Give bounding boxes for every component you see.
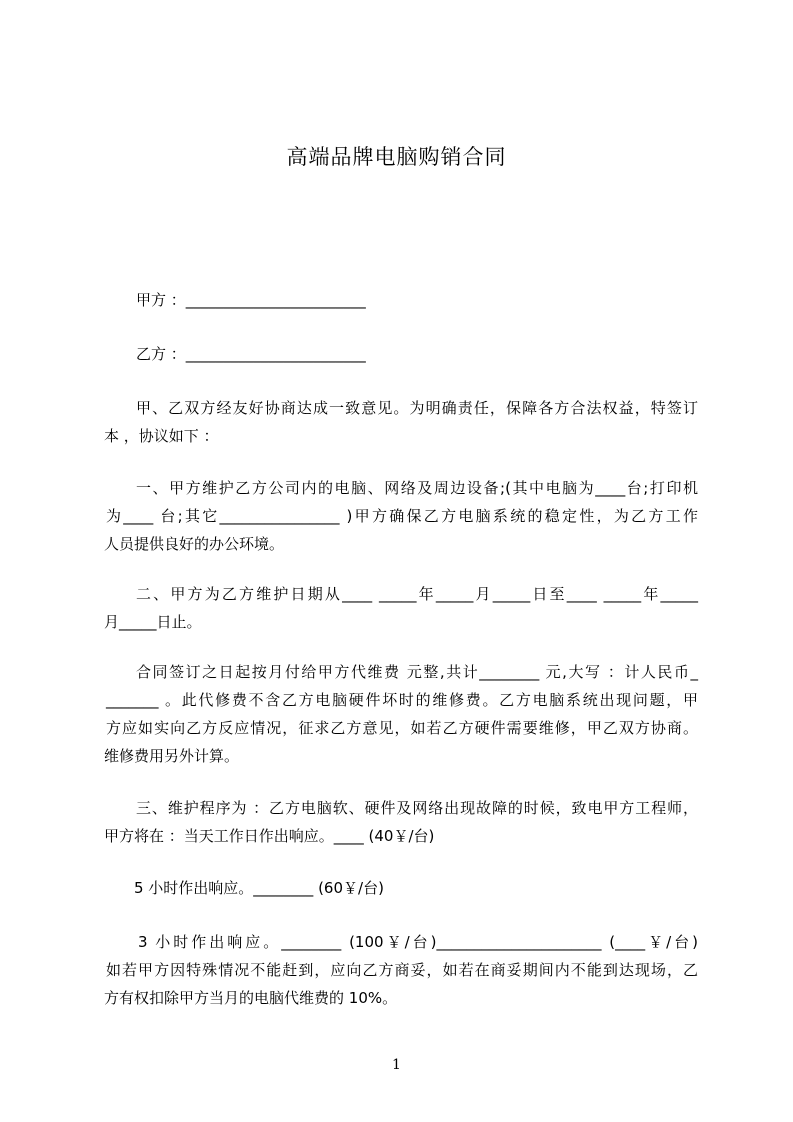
party-a-line: 甲方 ：________________________ — [136, 291, 366, 309]
intro-paragraph-line-2: 本 ，协议如下 ： — [104, 427, 219, 445]
clause-1-line-1: 一、甲方维护乙方公司内的电脑、网络及周边设备;(其中电脑为____台;打印机 — [136, 479, 698, 497]
fee-paragraph-line-4: 维修费用另外计算。 — [104, 747, 240, 765]
page-number: 1 — [392, 1057, 401, 1073]
clause-3-line-2: 甲方将在 ：当天工作日作出响应。____ (40￥/台) — [104, 827, 435, 845]
response-5-hours-line: 5 小时作出响应。________ (60￥/台) — [134, 879, 384, 897]
intro-paragraph-line-1: 甲、乙双方经友好协商达成一致意见。为明确责任，保障各方合法权益，特签订 — [136, 399, 698, 417]
fee-paragraph-line-1: 合同签订之日起按月付给甲方代维费 元整,共计________ 元,大写 ：计人民币_ — [136, 663, 698, 681]
response-3-hours-line-1: 3 小时作出响应。________ (100￥/台)______________________ (____￥/台) — [138, 933, 698, 951]
party-b-line: 乙方 ：________________________ — [136, 345, 366, 363]
clause-1-line-2: 为____ 台;其它________________ )甲方确保乙方电脑系统的稳定性，为乙方工作 — [106, 507, 698, 525]
clause-2-line-1: 二、甲方为乙方维护日期从____ _____年_____月_____日至____ _____年_____ — [136, 585, 698, 603]
clause-3-line-1: 三、维护程序为 ：乙方电脑软、硬件及网络出现故障的时候，致电甲方工程师， — [136, 799, 698, 817]
clause-2-line-2: 月_____日止。 — [104, 613, 202, 631]
response-3-hours-line-3: 方有权扣除甲方当月的电脑代维费的 10%。 — [104, 989, 398, 1007]
fee-paragraph-line-3: 方应如实向乙方反应情况，征求乙方意见，如若乙方硬件需要维修，甲乙双方协商。 — [106, 719, 698, 737]
contract-title: 高端品牌电脑购销合同 — [286, 145, 507, 169]
clause-1-line-3: 人员提供良好的办公环境。 — [104, 535, 285, 553]
fee-paragraph-line-2: _______ 。此代修费不含乙方电脑硬件坏时的维修费。乙方电脑系统出现问题，甲 — [106, 691, 698, 709]
response-3-hours-line-2: 如若甲方因特殊情况不能赶到，应向乙方商妥，如若在商妥期间内不能到达现场，乙 — [106, 961, 698, 979]
